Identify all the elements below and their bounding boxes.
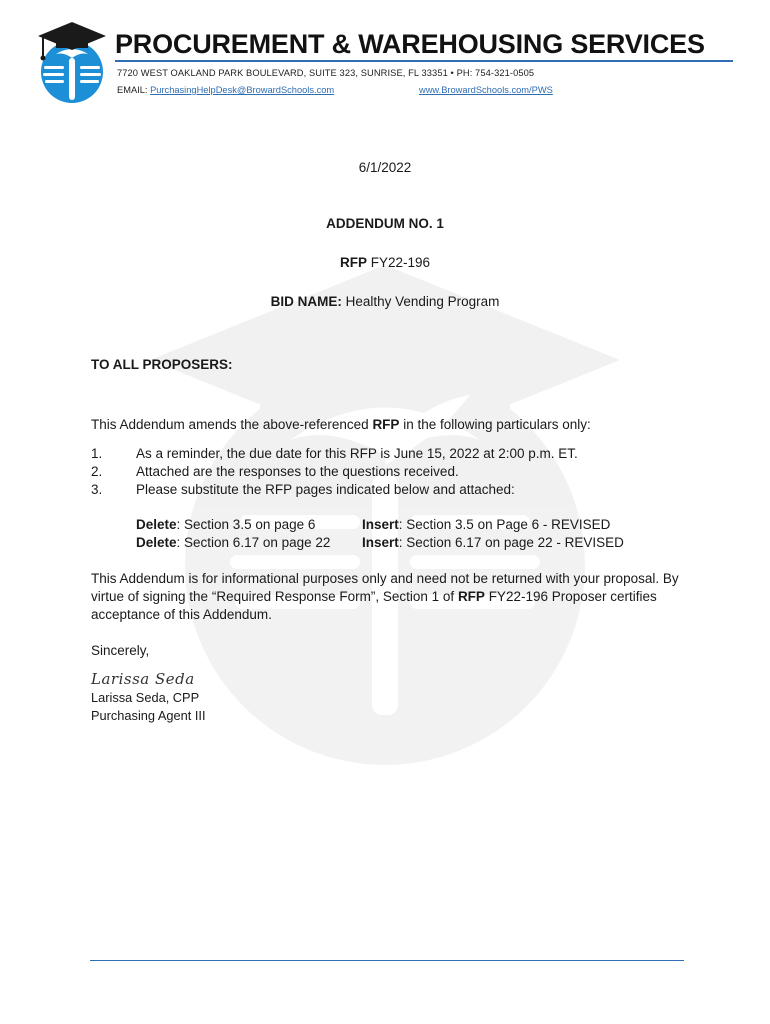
delete-label: Delete — [136, 517, 177, 532]
list-item: Attached are the responses to the questions received. — [136, 464, 459, 479]
addendum-title: ADDENDUM NO. 1 — [326, 216, 444, 231]
website-link[interactable]: www.BrowardSchools.com/PWS — [419, 85, 553, 95]
list-item: Please substitute the RFP pages indicated below and attached: — [136, 482, 515, 497]
list-number: 2. — [91, 464, 103, 479]
intro-pre: This Addendum amends the above-referenced — [91, 417, 373, 432]
header-rule — [115, 60, 733, 62]
delete-entry — [136, 517, 315, 532]
delete-text: : Section 6.17 on page 22 — [176, 535, 331, 550]
list-number: 1. — [91, 446, 103, 461]
insert-text: : Section 3.5 on Page 6 - REVISED — [398, 517, 611, 532]
bid-label: BID NAME: — [270, 294, 342, 309]
insert-text: : Section 6.17 on page 22 - REVISED — [398, 535, 624, 550]
school-board-logo — [36, 20, 108, 106]
signer-title: Purchasing Agent III — [91, 708, 206, 723]
delete-text: : Section 3.5 on page 6 — [176, 517, 316, 532]
insert-entry — [362, 535, 624, 550]
email-label: EMAIL: — [117, 85, 151, 95]
bid-name-line — [0, 294, 770, 309]
delete-entry — [136, 535, 330, 550]
bid-name: Healthy Vending Program — [341, 294, 500, 309]
list-number: 3. — [91, 482, 103, 497]
rfp-number: FY22-196 — [366, 255, 431, 270]
sign-off: Sincerely, — [91, 643, 150, 658]
salutation-heading: TO ALL PROPOSERS: — [91, 357, 233, 372]
footer-rule — [90, 960, 684, 961]
address-line: 7720 WEST OAKLAND PARK BOULEVARD, SUITE 323, SUNRISE, FL 33351 • PH: 754-321-0505 — [117, 68, 535, 78]
signature: Larissa Seda — [91, 670, 195, 688]
insert-label: Insert — [362, 535, 399, 550]
closing-rfp: RFP — [457, 589, 485, 604]
insert-label: Insert — [362, 517, 399, 532]
email-link[interactable]: PurchasingHelpDesk@BrowardSchools.com — [150, 85, 335, 95]
closing-post: FY22-196 Proposer certifies acceptance of this Addendum. — [91, 589, 657, 622]
email-line — [117, 85, 334, 95]
intro-rfp: RFP — [372, 417, 400, 432]
rfp-line — [0, 255, 770, 270]
intro-text — [91, 417, 591, 432]
delete-label: Delete — [136, 535, 177, 550]
insert-entry — [362, 517, 610, 532]
signer-name: Larissa Seda, CPP — [91, 690, 200, 705]
document-date: 6/1/2022 — [358, 160, 412, 175]
closing-pre: This Addendum is for informational purposes only and need not be returned with your proposal. By virtue of signing the “Required Response Form”, Section 1 of — [91, 571, 679, 604]
intro-post: in the following particulars only: — [399, 417, 591, 432]
watermark-logo — [140, 255, 630, 775]
rfp-label: RFP — [339, 255, 367, 270]
closing-paragraph — [91, 570, 691, 624]
org-title: PROCUREMENT & WAREHOUSING SERVICES — [115, 29, 705, 59]
list-item: As a reminder, the due date for this RFP is June 15, 2022 at 2:00 p.m. ET. — [136, 446, 578, 461]
